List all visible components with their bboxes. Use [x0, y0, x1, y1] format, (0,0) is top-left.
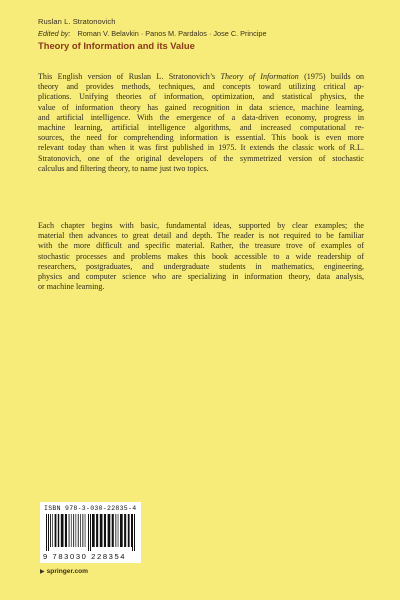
barcode-bar — [48, 514, 49, 551]
barcode-bar — [134, 514, 135, 551]
editor-name: Panos M. Pardalos — [145, 29, 207, 38]
barcode-bar — [71, 514, 72, 547]
text-line: material then advances to great detail and depth. The reader is not required to be familiar — [38, 231, 364, 241]
barcode-bar — [128, 514, 130, 547]
barcode-bar — [115, 514, 116, 547]
text-line: plications. Unifying theories of information, optimization, and statistical physics, the — [38, 92, 364, 102]
text-line: calculus and filtering theory, to name just two topics. — [38, 163, 209, 173]
publisher-site: springer.com — [46, 568, 89, 575]
barcode-bar — [65, 514, 67, 547]
barcode-bar — [61, 514, 64, 547]
editors-label: Edited by: — [38, 29, 71, 38]
editor-name: Jose C. Principe — [213, 29, 267, 38]
barcode-bar — [112, 514, 114, 547]
text-line: This English version of Ruslan L. Stratonovich’s Theory of Information (1975) builds on — [38, 72, 365, 81]
barcode-bar — [118, 514, 119, 547]
description-paragraph-2 — [38, 221, 364, 292]
barcode-bar — [88, 514, 89, 551]
text-line: with the more difficult and specific material. Rather, the treasure trove of examples of — [38, 241, 364, 251]
text-line: machine learning, artificial intelligence algorithms, and increased computational re- — [38, 123, 364, 133]
barcode-bar — [108, 514, 111, 547]
text-line: theory and provides methods, techniques, and concepts toward utilizing critical ap- — [38, 82, 364, 92]
barcode-bar — [55, 514, 57, 547]
text-line: and artificial intelligence. With the emergence of a data-driven economy, progress in — [38, 112, 364, 122]
barcode-bar — [76, 514, 77, 547]
text-line: physics and computer science who are specializing in information theory, data analysis, — [38, 272, 364, 282]
editor-separator: · — [208, 29, 212, 38]
text-line: or machine learning. — [38, 282, 105, 292]
barcode-bar — [132, 514, 133, 551]
editor-name: Roman V. Belavkin — [77, 29, 139, 38]
barcode-bar — [96, 514, 98, 547]
barcode-bar — [58, 514, 59, 547]
text-line: Each chapter begins with basic, fundamental ideas, supported by clear examples; the — [38, 221, 364, 230]
barcode-bar — [82, 514, 83, 547]
publisher-link[interactable] — [40, 568, 88, 575]
barcode-bar — [90, 514, 91, 551]
barcode-bars — [44, 514, 137, 552]
editors-line — [38, 29, 267, 38]
barcode-bar — [50, 514, 51, 547]
barcode-bar — [73, 514, 74, 547]
arrow-icon: ▶ — [40, 569, 45, 575]
barcode-bar — [78, 514, 79, 547]
isbn-text: ISBN 978-3-030-22835-4 — [44, 505, 137, 512]
barcode-bar — [100, 514, 103, 547]
text-line: value of information theory has gained recognition in data science, machine learning, — [38, 102, 364, 112]
barcode-bar — [85, 514, 86, 547]
barcode-bar — [46, 514, 47, 551]
author-name: Ruslan L. Stratonovich — [38, 17, 116, 26]
barcode-bar — [92, 514, 95, 547]
text-line: Stratonovich, one of the original developers of the symmetrized version of stochastic — [38, 153, 364, 163]
book-title-italic: Theory of Information — [220, 72, 299, 81]
barcode-digits: 9 783030 228354 — [43, 552, 127, 561]
barcode-bar — [104, 514, 106, 547]
description-paragraph-1 — [38, 72, 364, 174]
barcode-bar — [69, 514, 70, 547]
editor-separator: · — [140, 29, 144, 38]
barcode-bar — [80, 514, 81, 547]
barcode-bar — [120, 514, 123, 547]
text-line: stochastic processes and problems makes this book accessible to a wide readership of — [38, 251, 364, 261]
book-title: Theory of Information and its Value — [38, 40, 195, 51]
isbn-barcode — [40, 502, 141, 563]
text-line: sources, the need for comprehending information is essential. This book is even more — [38, 133, 364, 143]
barcode-bar — [124, 514, 126, 547]
text-line: relevant today than when it was first published in 1975. It extends the classic work of R.L. — [38, 143, 364, 153]
text-line: researchers, postgraduates, and undergraduate students in mathematics, engineering, — [38, 261, 364, 271]
barcode-bar — [52, 514, 53, 547]
